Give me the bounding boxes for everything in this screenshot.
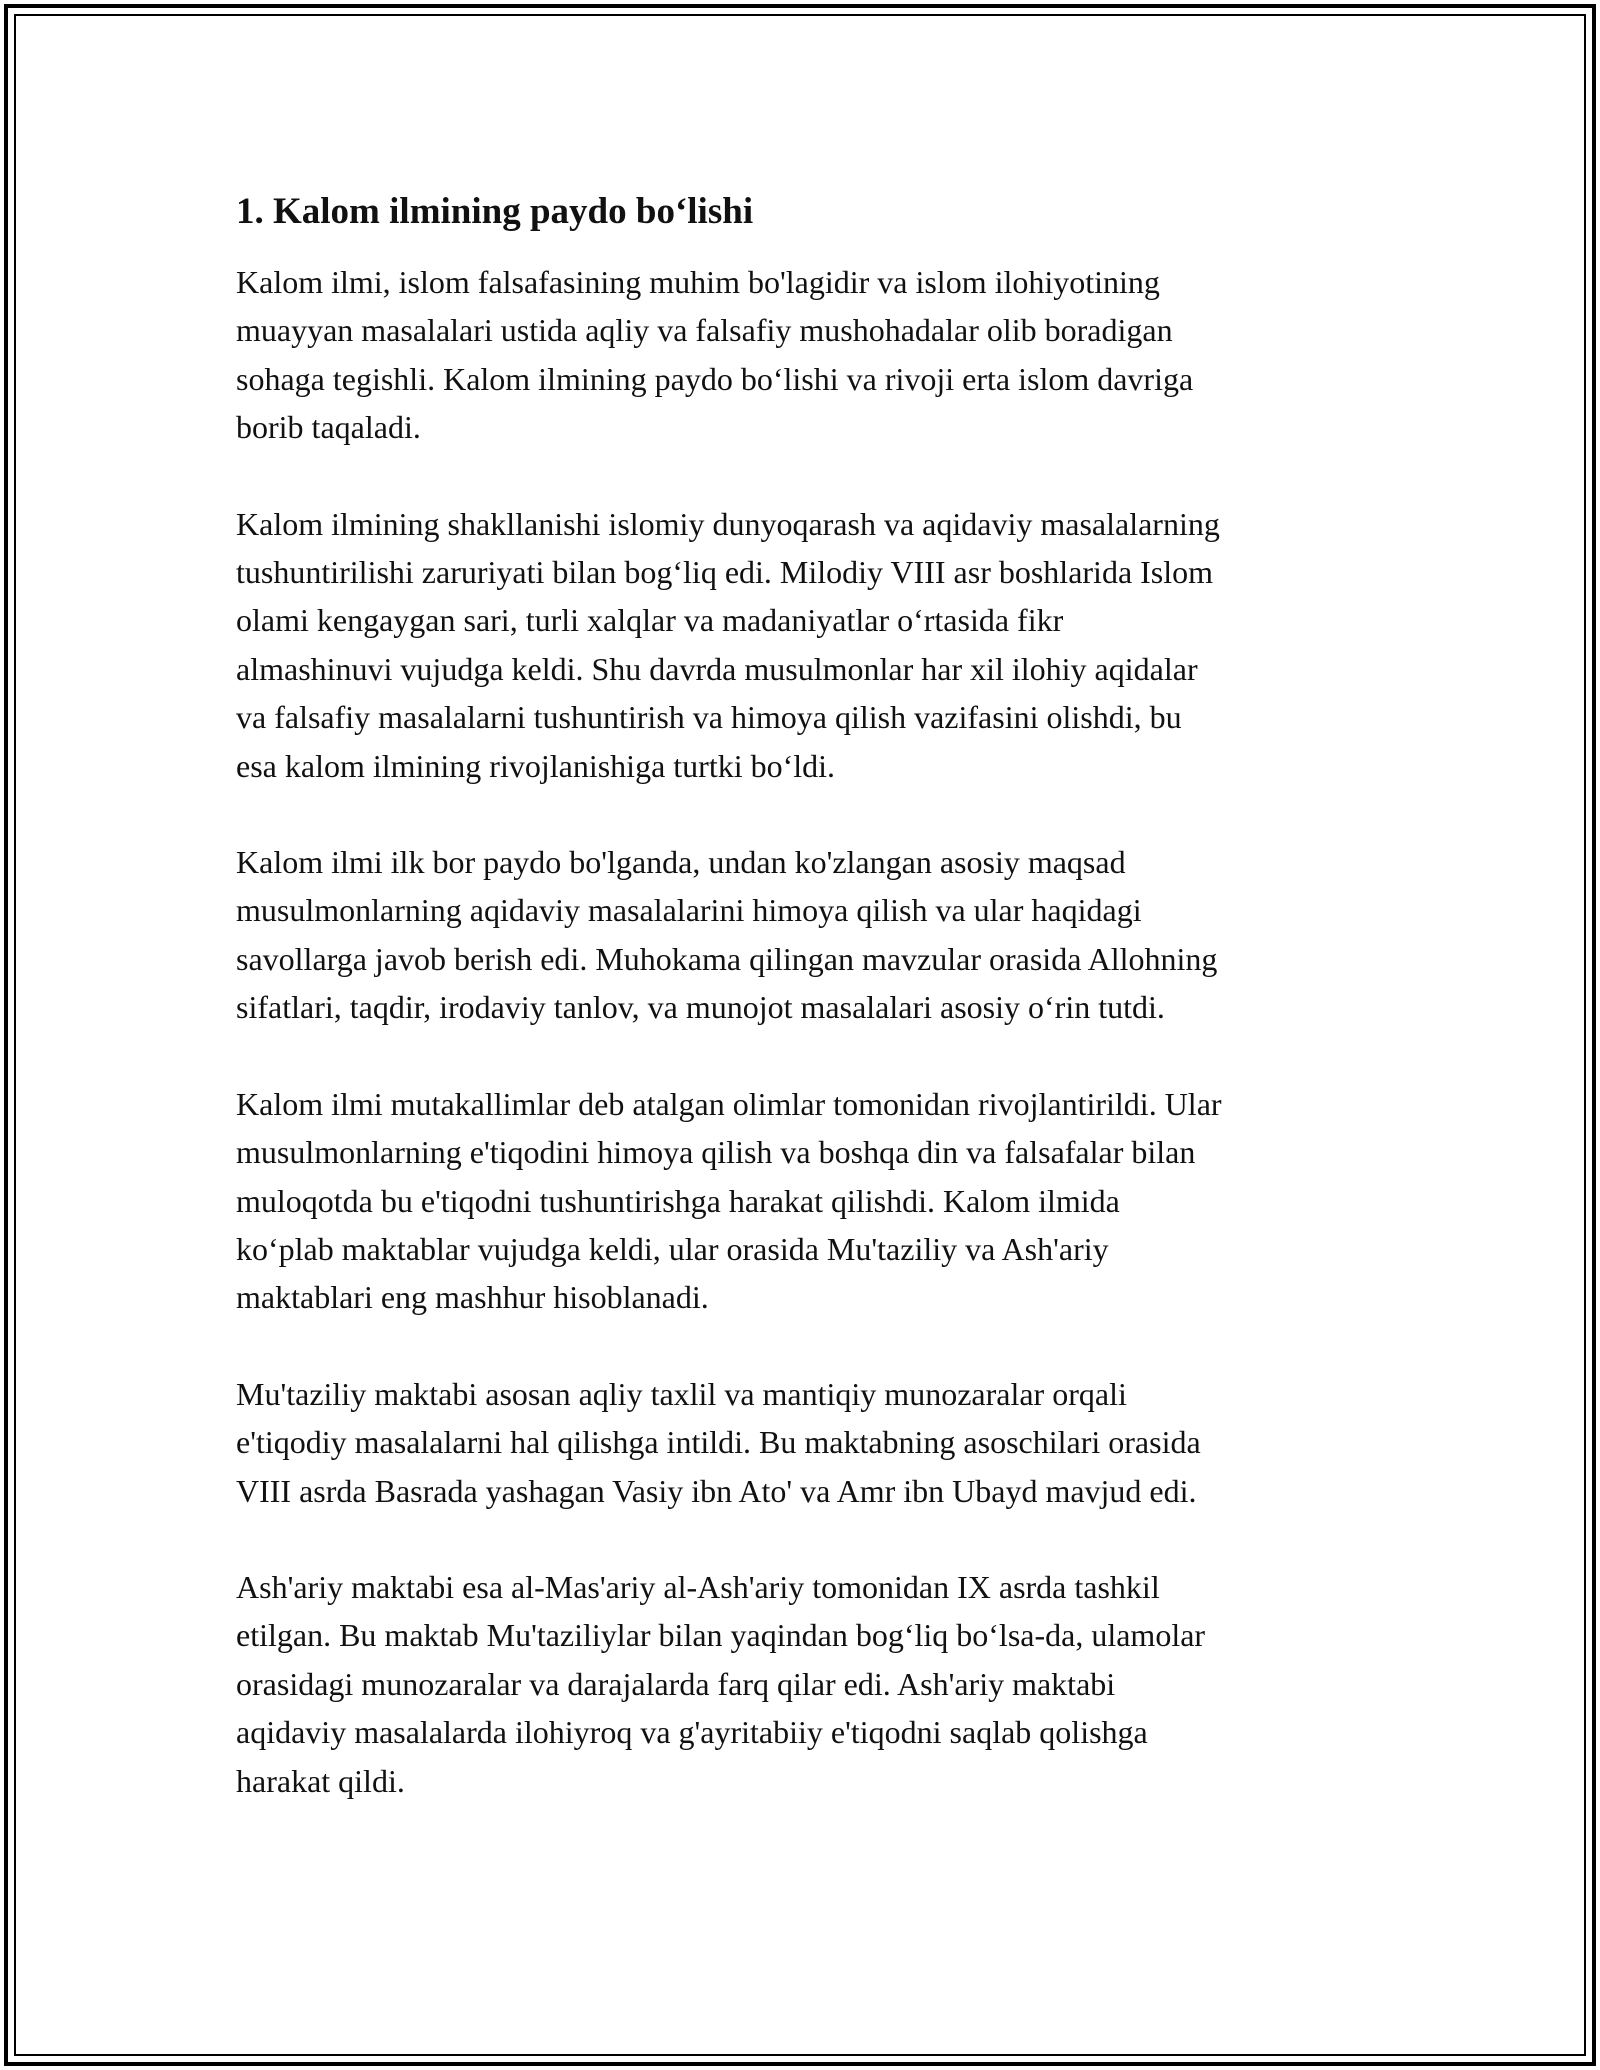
paragraph-line: tushuntirilishi zaruriyati bilan bog‘liq edi. Milodiy VIII asr boshlarida Islom — [236, 554, 1214, 591]
paragraph-line: va falsafiy masalalarni tushuntirish va himoya qilish vazifasini olishdi, bu — [236, 699, 1182, 736]
paragraph — [236, 1563, 1376, 1805]
paragraph-line: almashinuvi vujudga keldi. Shu davrda musulmonlar har xil ilohiy aqidalar — [236, 650, 1198, 687]
paragraph-line: musulmonlarning aqidaviy masalalarini himoya qilish va ular haqidagi — [236, 892, 1142, 929]
paragraph-line: borib taqaladi. — [236, 409, 421, 446]
paragraph-line: Kalom ilmi ilk bor paydo bo'lganda, undan ko'zlangan asosiy maqsad — [236, 844, 1126, 881]
paragraph — [236, 500, 1376, 790]
paragraph — [236, 1080, 1376, 1322]
paragraph-line: Kalom ilmi mutakallimlar deb atalgan olimlar tomonidan rivojlantirildi. Ular — [236, 1085, 1222, 1122]
paragraph-line: orasidagi munozaralar va darajalarda farq qilar edi. Ash'ariy maktabi — [236, 1665, 1116, 1702]
paragraph-line: sohaga tegishli. Kalom ilmining paydo bo‘lishi va rivoji erta islom davriga — [236, 360, 1194, 397]
paragraph-line: etilgan. Bu maktab Mu'taziliylar bilan yaqindan bog‘liq bo‘lsa-da, ulamolar — [236, 1617, 1206, 1654]
paragraph-line: savollarga javob berish edi. Muhokama qilingan mavzular orasida Allohning — [236, 940, 1218, 977]
paragraph-line: olami kengaygan sari, turli xalqlar va madaniyatlar o‘rtasida fikr — [236, 602, 1064, 639]
paragraph-line: harakat qildi. — [236, 1762, 405, 1799]
paragraph-line: Kalom ilmining shakllanishi islomiy dunyoqarash va aqidaviy masalalarning — [236, 505, 1220, 542]
paragraph-line: muloqotda bu e'tiqodni tushuntirishga harakat qilishdi. Kalom ilmida — [236, 1182, 1120, 1219]
paragraph — [236, 1370, 1376, 1515]
paragraph-line: aqidaviy masalalarda ilohiyroq va g'ayritabiiy e'tiqodni saqlab qolishga — [236, 1714, 1148, 1751]
section-heading: 1. Kalom ilmining paydo bo‘lishi — [236, 191, 754, 232]
paragraph — [236, 838, 1376, 1032]
paragraph-line: Ash'ariy maktabi esa al-Mas'ariy al-Ash'ariy tomonidan IX asrda tashkil — [236, 1568, 1160, 1605]
paragraph — [236, 258, 1376, 452]
paragraph-line: Mu'taziliy maktabi asosan aqliy taxlil va mantiqiy munozaralar orqali — [236, 1375, 1127, 1412]
paragraph-line: Kalom ilmi, islom falsafasining muhim bo'lagidir va islom ilohiyotining — [236, 264, 1160, 300]
paragraph-line: muayyan masalalari ustida aqliy va falsafiy mushohadalar olib boradigan — [236, 312, 1173, 349]
paragraph-list — [236, 258, 1376, 1805]
paragraph-line: VIII asrda Basrada yashagan Vasiy ibn Ato' va Amr ibn Ubayd mavjud edi. — [236, 1472, 1197, 1509]
paragraph-line: maktablari eng mashhur hisoblanadi. — [236, 1279, 709, 1316]
document-body — [236, 186, 1376, 1853]
paragraph-line: musulmonlarning e'tiqodini himoya qilish va boshqa din va falsafalar bilan — [236, 1134, 1196, 1171]
paragraph-line: e'tiqodiy masalalarni hal qilishga intildi. Bu maktabning asoschilari orasida — [236, 1424, 1201, 1461]
paragraph-line: esa kalom ilmining rivojlanishiga turtki bo‘ldi. — [236, 747, 836, 784]
paragraph-line: sifatlari, taqdir, irodaviy tanlov, va munojot masalalari asosiy o‘rin tutdi. — [236, 989, 1165, 1026]
paragraph-line: ko‘plab maktablar vujudga keldi, ular orasida Mu'taziliy va Ash'ariy — [236, 1230, 1109, 1267]
